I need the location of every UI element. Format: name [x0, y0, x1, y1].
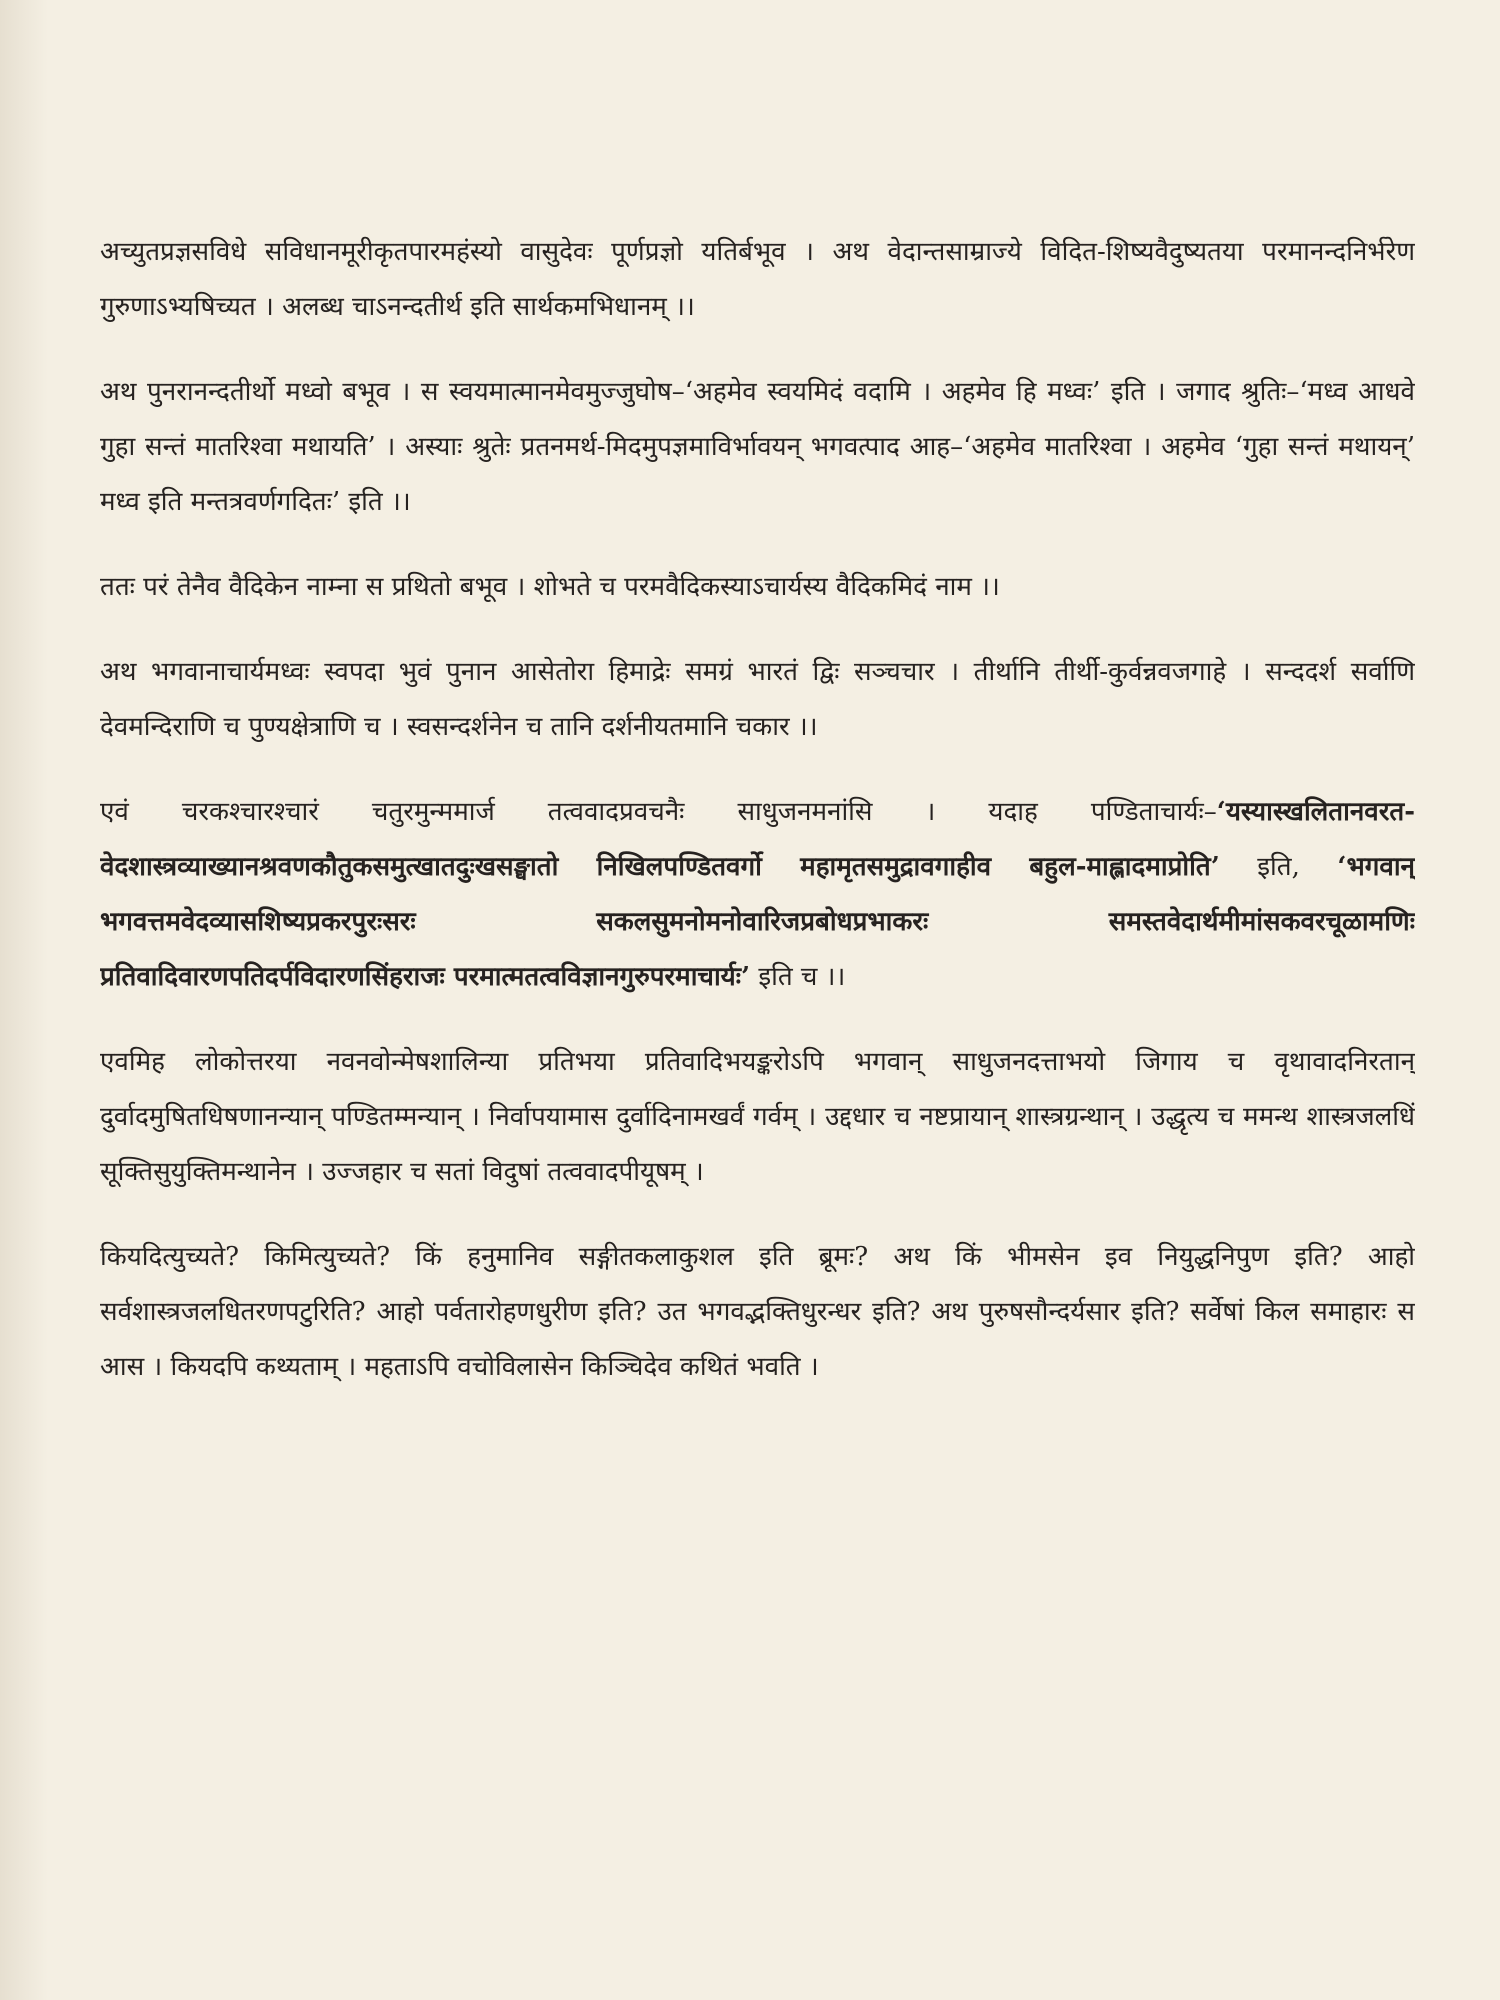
paragraph-p7: [100, 1230, 1415, 1395]
quoted-bold-text: ‘भगवान् भगवत्तमवेदव्यासशिष्यप्रकरपुरःसरः सकलसुमनोमनोवारिजप्रबोधप्रभाकरः समस्तवेदार्थमीमांसकवरचूळामणिः प्रतिवादिवारणपतिदर्पविदारणसिंहराजः परमात्मतत्वविज्ञानगुरुपरमाचार्यः’: [100, 852, 1415, 992]
page-edge-shadow: [0, 0, 48, 2000]
paragraph-text: कियदित्युच्यते? किमित्युच्यते? किं हनुमानिव सङ्गीतकलाकुशल इति ब्रूमः? अथ किं भीमसेन इव नियुद्धनिपुण इति? आहो सर्वशास्त्रजलधितरणपटुरिति? आहो पर्वतारोहणधुरीण इति? उत भगवद्भक्तिधुरन्धर इति? अथ पुरुषसौन्दर्यसार इति? सर्वेषां किल समाहारः स आस । कियदपि कथ्यताम् । महताऽपि वचोविलासेन किञ्चिदेव कथितं भवति ।: [100, 1242, 1415, 1382]
paragraph-text: अथ भगवानाचार्यमध्वः स्वपदा भुवं पुनान आसेतोरा हिमाद्रेः समग्रं भारतं द्विः सञ्चचार । तीर्थानि तीर्थी-कुर्वन्नवजगाहे । सन्ददर्श सर्वाणि देवमन्दिराणि च पुण्यक्षेत्राणि च । स्वसन्दर्शनेन च तानि दर्शनीयतमानि चकार ।।: [100, 657, 1415, 742]
paragraph-text: इति च ।।: [750, 962, 846, 992]
paragraph-p2: [100, 365, 1415, 530]
paragraph-text: ततः परं तेनैव वैदिकेन नाम्ना स प्रथितो बभूव । शोभते च परमवैदिकस्याऽचार्यस्य वैदिकमिदं नाम ।।: [100, 572, 1000, 602]
paragraph-text: एवं चरकश्चारश्चारं चतुरमुन्ममार्ज तत्ववादप्रवचनैः साधुजनमनांसि । यदाह पण्डिताचार्यः–: [100, 797, 1217, 827]
paragraph-text: एवमिह लोकोत्तरया नवनवोन्मेषशालिन्या प्रतिभया प्रतिवादिभयङ्करोऽपि भगवान् साधुजनदत्ताभयो जिगाय च वृथावादनिरतान् दुर्वादमुषितधिषणानन्यान् पण्डितम्मन्यान् । निर्वापयामास दुर्वादिनामखर्वं गर्वम् । उद्दधार च नष्टप्रायान् शास्त्रग्रन्थान् । उद्धृत्य च ममन्थ शास्त्रजलधिं सूक्तिसुयुक्तिमन्थानेन । उज्जहार च सतां विदुषां तत्ववादपीयूषम् ।: [100, 1047, 1415, 1187]
paragraph-text: इति,: [1219, 852, 1338, 882]
paragraph-text: अच्युतप्रज्ञसविधे सविधानमूरीकृतपारमहंस्यो वासुदेवः पूर्णप्रज्ञो यतिर्बभूव । अथ वेदान्तसाम्राज्ये विदित-शिष्यवैदुष्यतया परमानन्दनिर्भरेण गुरुणाऽभ्यषिच्यत । अलब्ध चाऽनन्दतीर्थ इति सार्थकमभिधानम् ।।: [100, 237, 1415, 322]
paragraph-p3: [100, 560, 1415, 615]
paragraph-text: अथ पुनरानन्दतीर्थो मध्वो बभूव । स स्वयमात्मानमेवमुज्जुघोष–‘अहमेव स्वयमिदं वदामि । अहमेव हि मध्वः’ इति । जगाद श्रुतिः–‘मध्व आधवे गुहा सन्तं मातरिश्वा मथायति’ । अस्याः श्रुतेः प्रतनमर्थ-मिदमुपज्ञमाविर्भावयन् भगवत्पाद आह–‘अहमेव मातरिश्वा । अहमेव ‘गुहा सन्तं मथायन्’ मध्व इति मन्तत्रवर्णगदितः’ इति ।।: [100, 377, 1415, 517]
paragraph-p6: [100, 1035, 1415, 1200]
paragraph-p1: [100, 225, 1415, 335]
paragraph-p4: [100, 645, 1415, 755]
quoted-bold-text: ‘यस्यास्खलितानवरत-वेदशास्त्रव्याख्यानश्रवणकौतुकसमुत्खातदुःखसङ्घातो निखिलपण्डितवर्गो महामृतसमुद्रावगाहीव बहुल-माह्लादमाप्रोति’: [100, 797, 1415, 882]
page-text-body: [100, 225, 1415, 1775]
paragraph-p5: [100, 785, 1415, 1005]
